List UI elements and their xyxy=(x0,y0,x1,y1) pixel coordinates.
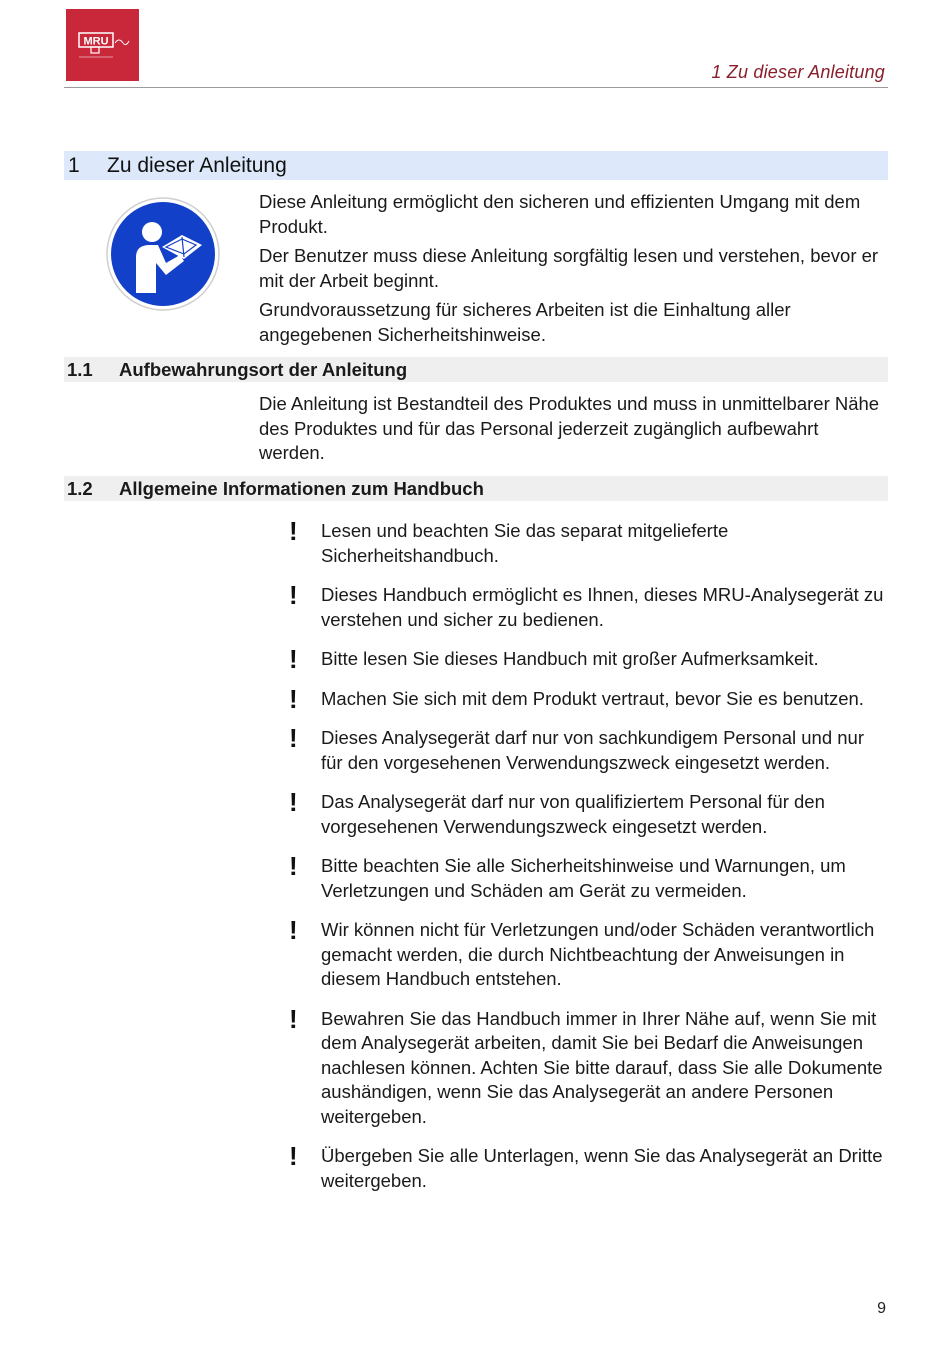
section-1-1-paragraph: Die Anleitung ist Bestandteil des Produktes und muss in unmittelbarer Nähe des Produktes und für das Personal jederzeit zugänglich aufbewahrt werden. xyxy=(259,393,880,463)
exclamation-icon: ! xyxy=(289,851,298,881)
header-divider xyxy=(64,87,888,88)
page-number: 9 xyxy=(877,1300,886,1317)
section-1-1-title: Aufbewahrungsort der Anleitung xyxy=(119,358,408,380)
warning-text: Dieses Handbuch ermöglicht es Ihnen, dieses MRU-Analysegerät zu verstehen und sicher zu bedienen. xyxy=(321,584,884,630)
section-1-paragraph-1: Diese Anleitung ermöglicht den sicheren und effizienten Umgang mit dem Produkt. xyxy=(259,191,861,237)
warning-item xyxy=(288,787,888,839)
warning-text: Lesen und beachten Sie das separat mitgelieferte Sicherheitshandbuch. xyxy=(321,520,729,566)
warning-item xyxy=(288,851,888,903)
section-1-2-heading xyxy=(64,476,888,501)
warning-list xyxy=(288,516,888,1193)
exclamation-icon: ! xyxy=(289,787,298,817)
read-manual-icon xyxy=(106,197,220,316)
section-1-2-title: Allgemeine Informationen zum Handbuch xyxy=(119,477,484,499)
running-header-chapter: 1 Zu dieser Anleitung xyxy=(711,62,885,82)
warning-item xyxy=(288,644,888,674)
warning-text: Bitte lesen Sie dieses Handbuch mit großer Aufmerksamkeit. xyxy=(321,648,819,669)
exclamation-icon: ! xyxy=(289,1141,298,1171)
mru-logo-icon xyxy=(73,25,133,65)
exclamation-icon: ! xyxy=(289,915,298,945)
warning-text: Bewahren Sie das Handbuch immer in Ihrer Nähe auf, wenn Sie mit dem Analysegerät arbeiten, damit Sie bei Bedarf die Anweisungen nachlesen können. Achten Sie bitte darauf, dass Sie alle Dokumente aushändigen, wenn Sie das Analysegerät an andere Personen weitergeben. xyxy=(321,1007,883,1127)
section-1-2-number: 1.2 xyxy=(67,477,93,499)
section-1-paragraph-2: Der Benutzer muss diese Anleitung sorgfältig lesen und verstehen, bevor er mit der Arbeit beginnt. xyxy=(259,245,879,291)
exclamation-icon: ! xyxy=(289,644,298,674)
logo-text: MRU xyxy=(82,35,109,48)
section-1-1-number: 1.1 xyxy=(67,358,93,380)
section-1-title: Zu dieser Anleitung xyxy=(107,153,287,177)
exclamation-icon: ! xyxy=(289,723,298,753)
warning-text: Machen Sie sich mit dem Produkt vertraut, bevor Sie es benutzen. xyxy=(321,687,864,709)
section-1-1-heading xyxy=(64,357,888,382)
exclamation-icon: ! xyxy=(289,580,298,610)
warning-item xyxy=(288,1003,888,1130)
warning-text: Bitte beachten Sie alle Sicherheitshinweise und Warnungen, um Verletzungen und Schäden am Gerät zu vermeiden. xyxy=(321,855,846,901)
warning-item xyxy=(288,516,888,568)
warning-text: Dieses Analysegerät darf nur von sachkundigem Personal und nur für den vorgesehenen Verwendungszweck eingesetzt werden. xyxy=(321,727,864,773)
warning-item xyxy=(288,915,888,992)
warning-text: Das Analysegerät darf nur von qualifiziertem Personal für den vorgesehenen Verwendungszweck eingesetzt werden. xyxy=(321,791,825,837)
mru-logo xyxy=(66,9,139,81)
warning-item xyxy=(288,580,888,632)
exclamation-icon: ! xyxy=(289,683,298,714)
warning-item xyxy=(288,723,888,775)
warning-item xyxy=(288,1141,888,1193)
warning-item xyxy=(288,683,888,714)
exclamation-icon: ! xyxy=(289,1003,298,1034)
exclamation-icon: ! xyxy=(289,516,298,546)
section-1-paragraph-3: Grundvoraussetzung für sicheres Arbeiten ist die Einhaltung aller angegebenen Sicherheitshinweise. xyxy=(259,299,791,345)
warning-text: Übergeben Sie alle Unterlagen, wenn Sie das Analysegerät an Dritte weitergeben. xyxy=(321,1145,883,1191)
section-1-number: 1 xyxy=(68,153,80,177)
section-1-heading xyxy=(64,151,888,180)
warning-text: Wir können nicht für Verletzungen und/oder Schäden verantwortlich gemacht werden, die durch Nichtbeachtung der Anweisungen in diesem Handbuch entstehen. xyxy=(321,919,875,989)
